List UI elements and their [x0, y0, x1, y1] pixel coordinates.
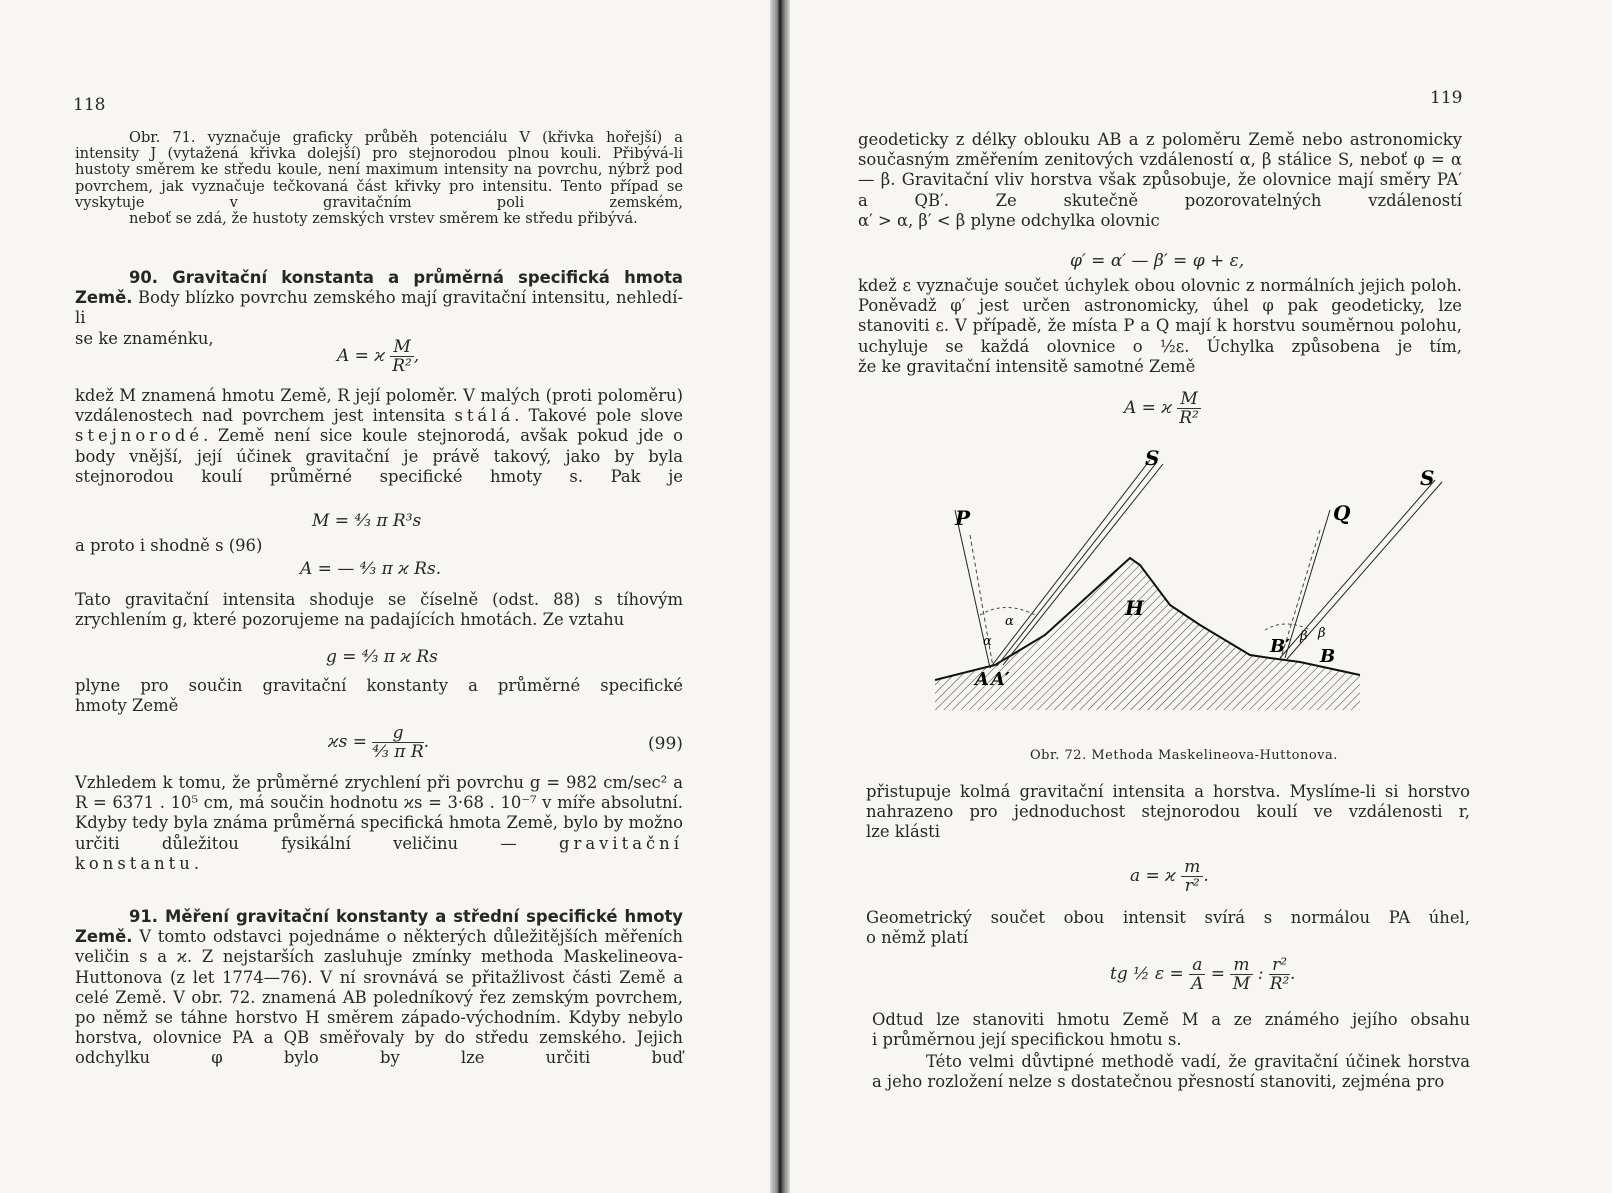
- intro-text-last: neboť se zdá, že hustoty zemských vrstev směrem ke středu přibývá.: [129, 210, 638, 228]
- label-b-prime: B′: [1270, 636, 1290, 657]
- text-run: plyne pro součin gravitační konstanty a průměrné specifické: [75, 676, 683, 695]
- spaced-term-stejnorode: stejnorodé: [75, 426, 204, 446]
- text-run-last: α′ > α, β′ < β plyne odchylka olovnic: [858, 210, 1160, 230]
- fraction-numerator: M: [1177, 390, 1200, 409]
- formula-A-right: [1124, 390, 1201, 427]
- section-90: [75, 268, 683, 349]
- formula-intensity-2: A = — ⁴⁄₃ π ϰ Rs.: [300, 559, 442, 579]
- label-h: H: [1125, 596, 1144, 620]
- formula-fraction: [1177, 390, 1200, 427]
- formula-tail: .: [1290, 964, 1296, 984]
- formula-intensity-lhs: A = ϰ: [337, 346, 385, 366]
- label-s-left: S: [1145, 446, 1160, 470]
- intro-text: Obr. 71. vyznačuje graficky průběh potenciálu V (křivka hořejší) a intensity J (vytažená křivka dolejší) pro stejnorodou plnou kouli. Přibývá-li hustoty směrem ke středu koule, není maximum intensity na povrchu, nýbrž pod povrchem, jak vyznačuje tečkovaná část křivky pro intensitu. Tento případ se vyskytuje v gravitačním poli zemském,: [75, 129, 683, 211]
- section-91-text: V tomto odstavci pojednáme o některých důležitějších měřeních veličin s a ϰ. Z nejstarších zasluhuje zmínky methoda Maskelineova-Huttonova (z let 1774—76). V ní srovnává se přitažlivost části Země a celé Země. V obr. 72. znamená AB poledníkový řez zemským povrchem, po němž se táhne horstvo H směrem západo-východním. Kdyby nebylo horstva, olovnice PA a QB směřovaly by do středu zemského. Jejich odchylku φ bylo by lze určiti buď: [75, 927, 683, 1068]
- equation-number-99: (99): [648, 734, 683, 754]
- formula-a: [1130, 858, 1209, 895]
- intro-paragraph: [75, 130, 683, 227]
- paragraph-geometric-sum: [866, 908, 1470, 948]
- text-run: kdež ε vyznačuje součet úchylek obou olovnic z normálních jejich poloh. Poněvadž φ′ jest určen astronomicky, úhel φ pak geodeticky, lze stanoviti ε. V případě, že místa P a Q mají k horstvu souměrnou polohu, uchyluje se každá olovnice o ½ε. Úchylka způsobena je tím,: [858, 276, 1462, 356]
- fraction-numerator: m: [1181, 858, 1203, 877]
- text-run-last: hmoty Země: [75, 696, 179, 716]
- paragraph-product: [75, 676, 683, 716]
- label-q: Q: [1333, 501, 1351, 525]
- formula-tail: .: [423, 732, 430, 752]
- text-run-last: o němž platí: [866, 928, 969, 948]
- formula-phi: φ′ = α′ — β′ = φ + ε,: [1070, 251, 1245, 271]
- label-a-prime: A′: [991, 669, 1010, 690]
- text-run-last: že ke gravitační intensitě samotné Země: [858, 356, 1196, 376]
- fraction-denominator: R²: [1269, 974, 1290, 994]
- page-number-left: 118: [73, 95, 106, 115]
- spaced-term-konstantu: konstantu.: [75, 853, 204, 873]
- formula-99-fraction: [372, 724, 423, 761]
- label-a: A: [975, 669, 989, 690]
- label-alpha-2: α: [1005, 614, 1014, 629]
- formula-intensity-fraction: [390, 338, 413, 375]
- section-91: [75, 907, 683, 1069]
- formula-mass: M = ⁴⁄₃ π R³s: [312, 511, 422, 531]
- label-s-right: S: [1420, 466, 1435, 490]
- figure-maskelyne-hutton: [925, 440, 1435, 730]
- formula-colon: :: [1257, 964, 1264, 984]
- formula-fraction: [1181, 858, 1203, 895]
- formula-lhs: a = ϰ: [1130, 866, 1176, 886]
- paragraph-uniform-field: [75, 386, 683, 487]
- section-90-text-last: se ke znaménku,: [75, 328, 214, 348]
- formula-lhs: tg ½ ε =: [1110, 964, 1184, 984]
- section-91-heading: 91. Měření gravitační konstanty a střední specifické hmoty: [129, 907, 683, 926]
- fraction-a-over-A: [1189, 956, 1205, 993]
- section-91-heading-2: Země.: [75, 927, 133, 947]
- fraction-numerator: a: [1189, 956, 1205, 975]
- formula-tail: ,: [413, 346, 420, 366]
- fraction-denominator: A: [1191, 974, 1204, 994]
- section-90-heading: 90. Gravitační konstanta a průměrná specifická hmota Země.: [75, 268, 683, 308]
- paragraph-gravity-acceleration: [75, 590, 683, 630]
- text-run: geodeticky z délky oblouku AB a z poloměru Země nebo astronomicky současným změřením zenitových vzdáleností α, β stálice S, neboť φ = α — β. Gravitační vliv horstva však způsobuje, že olovnice mají směry PA′ a QB′. Ze skutečně pozorovatelných vzdáleností: [858, 130, 1462, 210]
- text-run: Této velmi důvtipné methodě vadí, že gravitační účinek horstva: [926, 1052, 1470, 1071]
- text-run-last: i průměrnou její specifickou hmotu s.: [872, 1030, 1182, 1050]
- text-run: přistupuje kolmá gravitační intensita a horstva. Myslíme-li si horstvo nahrazeno pro jednoduchost stejnorodou koulí ve vzdálenosti r,: [866, 782, 1470, 822]
- text-run: Odtud lze stanoviti hmotu Země M a ze známého jejího obsahu: [872, 1010, 1470, 1029]
- fraction-denominator: r²: [1184, 876, 1200, 896]
- fraction-m-over-M: [1230, 956, 1252, 993]
- text-run-last: lze klásti: [866, 822, 940, 842]
- text-run: Geometrický součet obou intensit svírá s normálou PA úhel,: [866, 908, 1470, 927]
- fraction-denominator: M: [1232, 974, 1251, 994]
- fraction-numerator: M: [390, 338, 413, 357]
- paragraph-earth-mass: [872, 1010, 1470, 1050]
- text-run: . Země není sice koule stejnorodá, avšak pokud jde o body vnější, její účinek gravitační je právě takový, jako by byla stejnorodou koulí průměrné specifické hmoty s. Pak je: [75, 426, 683, 486]
- book-gutter: [770, 0, 790, 1193]
- formula-tangent: [1110, 956, 1295, 993]
- paragraph-mountain-intensity: [866, 782, 1470, 843]
- section-90-text: Body blízko povrchu zemského mají gravitační intensitu, nehledí-li: [75, 288, 683, 328]
- fraction-denominator: ⁴⁄₃ π R: [372, 742, 424, 762]
- page-number-right: 119: [1430, 88, 1463, 108]
- text-also-96: a proto i shodně s (96): [75, 536, 263, 555]
- formula-99-lhs: ϰs =: [328, 732, 367, 752]
- formula-99: [328, 724, 429, 761]
- formula-intensity: [337, 338, 419, 375]
- fraction-denominator: R²: [392, 356, 412, 376]
- paragraph-deviation: [858, 276, 1462, 377]
- fraction-denominator: R²: [1179, 408, 1199, 428]
- formula-g: g = ⁴⁄₃ π ϰ Rs: [326, 647, 438, 667]
- label-beta-1: β: [1300, 629, 1308, 644]
- text-run: Tato gravitační intensita shoduje se číselně (odst. 88) s tíhovým zrychlením g, které pozorujeme na padajících hmotách. Ze vztahu: [75, 590, 683, 630]
- text-run: kdež M znamená hmotu Země, R její poloměr. V malých (proti poloměru) vzdálenostech nad povrchem jest intensita: [75, 386, 683, 426]
- label-beta-2: β: [1318, 626, 1326, 641]
- paragraph-gravitational-constant: [75, 773, 683, 874]
- label-alpha-1: α: [983, 634, 992, 649]
- text-run: Vzhledem k tomu, že průměrné zrychlení při povrchu g = 982 cm/sec² a R = 6371 . 10⁵ cm, má součin hodnotu ϰs = 3·68 . 10⁻⁷ v míře absolutní. Kdyby tedy byla známa průměrná specifická hmota Země, bylo by možno určiti důležitou fysikální veličinu —: [75, 773, 683, 853]
- fraction-numerator: g: [372, 724, 423, 743]
- fraction-r-over-R: [1269, 956, 1290, 993]
- fraction-numerator: r²: [1269, 956, 1290, 975]
- paragraph-geodetic: [858, 130, 1462, 231]
- formula-lhs: A = ϰ: [1124, 398, 1172, 418]
- text-run: . Takové pole slove: [514, 406, 683, 426]
- formula-tail: .: [1203, 866, 1209, 886]
- spaced-term-stala: stálá: [454, 406, 515, 426]
- label-b: B: [1320, 646, 1336, 667]
- paragraph-method-limits: [872, 1052, 1470, 1092]
- label-p: P: [955, 506, 971, 530]
- text-run-last: a jeho rozložení nelze s dostatečnou přesností stanoviti, zejména pro: [872, 1072, 1445, 1092]
- spaced-term-gravitacni: gravitační: [559, 833, 683, 853]
- fraction-numerator: m: [1230, 956, 1252, 975]
- figure-caption: Obr. 72. Methoda Maskelineova-Huttonova.: [1030, 748, 1338, 763]
- formula-equals: =: [1210, 964, 1225, 984]
